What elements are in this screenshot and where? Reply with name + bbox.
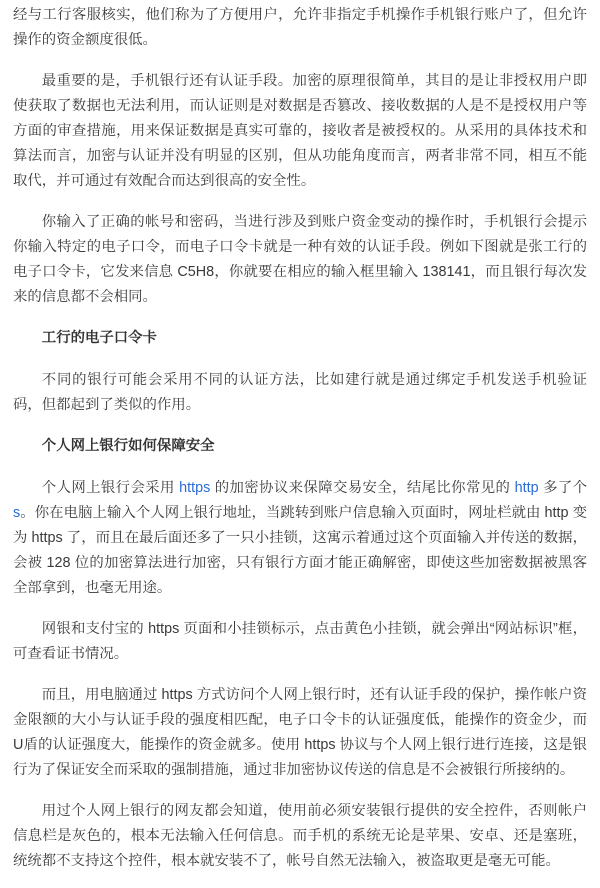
paragraph-auth-strength-limits: 而且，用电脑通过 https 方式访问个人网上银行时，还有认证手段的保护，操作帐户资金限额的大小与认证手段的强度相匹配，电子口令卡的认证强度低，能操作的资金少，而 U盾的认证强度大，能操作的资金就多。使用 https 协议与个人网上银行进行连接，这是银行为了保证安全而采取的强制措施，通过非加密协议传送的信息是不会被银行所接纳的。 [13, 687, 587, 778]
paragraph-security-control-plugin: 用过个人网上银行的网友都会知道，使用前必须安装银行提供的安全控件，否则帐户信息栏是灰色的，根本无法输入任何信息。而手机的系统无论是苹果、安卓、还是塞班，统统都不支持这个控件，根本就安装不了，帐号自然无法输入，被盗取更是毫无可能。 [13, 803, 587, 869]
paragraph-text-run: 。你在电脑上输入个人网上银行地址，当跳转到账户信息输入页面时，网址栏就由 http 变为 https 了，而且在最后面还多了一只小挂锁，这寓示着通过这个页面输入并传送的数据，会被 128 位的加密算法进行加密，只有银行方面才能正确解密，即使这些加密数据被黑客全部拿到，也毫无用途。 [13, 505, 587, 596]
paragraph-text-run: 多了个 [538, 480, 588, 496]
link-http[interactable]: http [514, 480, 539, 496]
section-heading-icbc-epassword-card: 工行的电子口令卡 [41, 330, 157, 346]
link-https[interactable]: https [179, 480, 211, 496]
paragraph-text-run: 的加密协议来保障交易安全，结尾比你常见的 [210, 480, 515, 496]
paragraph-https-protocol [13, 476, 587, 601]
paragraph-padlock-site-identity: 网银和支付宝的 https 页面和小挂锁标示，点击黄色小挂锁，就会弹出“网站标识”框，可查看证书情况。 [13, 621, 587, 662]
paragraph-other-banks-methods: 不同的银行可能会采用不同的认证方法，比如建行就是通过绑定手机发送手机验证码，但都起到了类似的作用。 [13, 372, 587, 413]
paragraph-authentication-intro: 最重要的是，手机银行还有认证手段。加密的原理很简单，其目的是让非授权用户即使获取了数据也无法利用，而认证则是对数据是否篡改、接收数据的人是不是授权用户等方面的审查措施，用来保证数据是真实可靠的，接收者是被授权的。从采用的具体技术和算法而言，加密与认证并没有明显的区别，但从功能角度而言，两者非常不同，相互不能取代，并可通过有效配合而达到很高的安全性。 [13, 73, 587, 189]
paragraph-text-run: 个人网上银行会采用 [41, 480, 180, 496]
paragraph-continuation: 经与工行客服核实，他们称为了方便用户，允许非指定手机操作手机银行账户了，但允许操作的资金额度很低。 [13, 7, 587, 48]
section-heading-online-banking-security: 个人网上银行如何保障安全 [41, 438, 215, 454]
link-s[interactable]: s [13, 505, 21, 521]
paragraph-epassword-card: 你输入了正确的帐号和密码，当进行涉及到账户资金变动的操作时，手机银行会提示你输入特定的电子口令，而电子口令卡就是一种有效的认证手段。例如下图就是张工行的电子口令卡，它发来信息 C5H8，你就要在相应的输入框里输入 138141，而且银行每次发来的信息都不会相同。 [13, 214, 587, 305]
